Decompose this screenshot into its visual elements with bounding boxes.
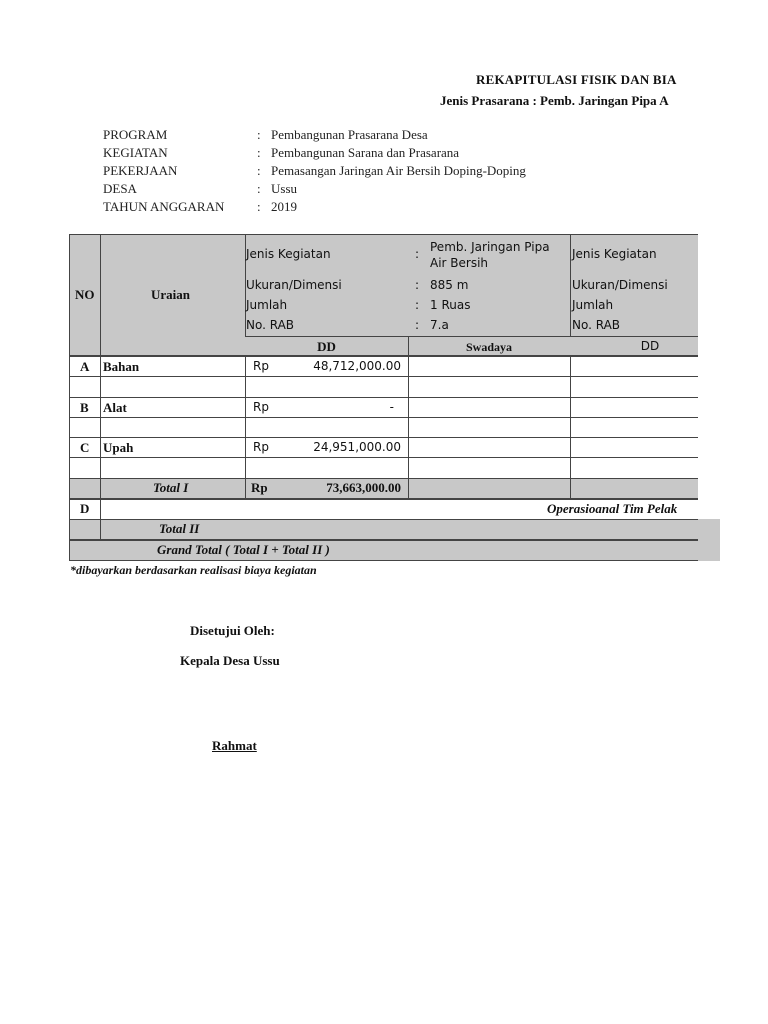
- info-label-pekerjaan: PEKERJAAN: [103, 163, 178, 178]
- info-label-program: PROGRAM: [103, 127, 168, 142]
- row-amount: 24,951,000.00: [313, 440, 401, 454]
- total-2-label: Total II: [159, 521, 200, 536]
- info-colon: :: [257, 181, 261, 196]
- row-d-text: Operasioanal Tim Pelak: [547, 501, 678, 516]
- grand-total-label: Grand Total ( Total I + Total II ): [157, 542, 330, 557]
- ukuran-colon: :: [415, 278, 420, 292]
- info-value-tahun-anggaran: 2019: [271, 199, 297, 214]
- header-uraian: Uraian: [151, 287, 190, 302]
- total-1-amount: 73,663,000.00: [326, 480, 401, 495]
- row-currency: Rp: [253, 359, 269, 373]
- info-label-desa: DESA: [103, 181, 137, 196]
- ukuran-value: 885 m: [430, 278, 469, 292]
- header-no: NO: [75, 287, 95, 302]
- row-uraian: Alat: [103, 400, 127, 415]
- document-subtitle: Jenis Prasarana : Pemb. Jaringan Pipa A: [440, 93, 669, 108]
- row-uraian: Upah: [103, 440, 134, 455]
- ukuran-label: Ukuran/Dimensi: [246, 278, 342, 292]
- total-1-currency: Rp: [251, 480, 268, 495]
- subheader-dd-2: DD: [640, 339, 660, 353]
- info-value-desa: Ussu: [271, 181, 298, 196]
- ukuran2-label: Ukuran/Dimensi: [572, 278, 668, 292]
- row-currency: Rp: [253, 440, 269, 454]
- recap-table: [69, 234, 698, 561]
- document-title: REKAPITULASI FISIK DAN BIA: [476, 72, 677, 87]
- jumlah-value: 1 Ruas: [430, 298, 471, 312]
- jumlah-label: Jumlah: [246, 298, 288, 312]
- info-value-kegiatan: Pembangunan Sarana dan Prasarana: [271, 145, 460, 160]
- row-no: C: [80, 440, 90, 455]
- info-colon: :: [257, 163, 261, 178]
- info-colon: :: [257, 199, 261, 214]
- info-label-kegiatan: KEGIATAN: [103, 145, 168, 160]
- subheader-dd: DD: [317, 339, 336, 354]
- no-rab-colon: :: [415, 318, 420, 332]
- info-colon: :: [257, 145, 261, 160]
- info-value-program: Pembangunan Prasarana Desa: [271, 127, 428, 142]
- signatory-position: Kepala Desa Ussu: [180, 653, 280, 668]
- info-value-pekerjaan: Pemasangan Jaringan Air Bersih Doping-Doping: [271, 163, 526, 178]
- jumlah-colon: :: [415, 298, 420, 312]
- total-1-label: Total I: [153, 480, 189, 495]
- footnote: *dibayarkan berdasarkan realisasi biaya kegiatan: [70, 563, 317, 577]
- no-rab-label: No. RAB: [246, 318, 295, 332]
- jumlah2-label: Jumlah: [572, 298, 614, 312]
- row-no: B: [80, 400, 89, 415]
- kegiatan-label: Jenis Kegiatan: [246, 247, 331, 261]
- info-label-tahun-anggaran: TAHUN ANGGARAN: [103, 199, 225, 214]
- table-overflow-strip: [698, 519, 720, 561]
- row-currency: Rp: [253, 400, 269, 414]
- info-colon: :: [257, 127, 261, 142]
- subheader-swadaya: Swadaya: [465, 340, 512, 354]
- row-no: A: [80, 359, 90, 374]
- kegiatan-colon: :: [415, 247, 420, 261]
- kegiatan-value: Pemb. Jaringan Pipa Air Bersih: [430, 240, 550, 270]
- row-uraian: Bahan: [103, 359, 140, 374]
- row-amount: 48,712,000.00: [313, 359, 401, 373]
- row-amount: -: [389, 400, 394, 414]
- no-rab2-label: No. RAB: [572, 318, 621, 332]
- approval-label: Disetujui Oleh:: [190, 623, 275, 638]
- kegiatan2-label: Jenis Kegiatan: [572, 247, 657, 261]
- signatory-name: Rahmat: [212, 738, 257, 753]
- no-rab-value: 7.a: [430, 318, 449, 332]
- row-d-no: D: [80, 501, 90, 516]
